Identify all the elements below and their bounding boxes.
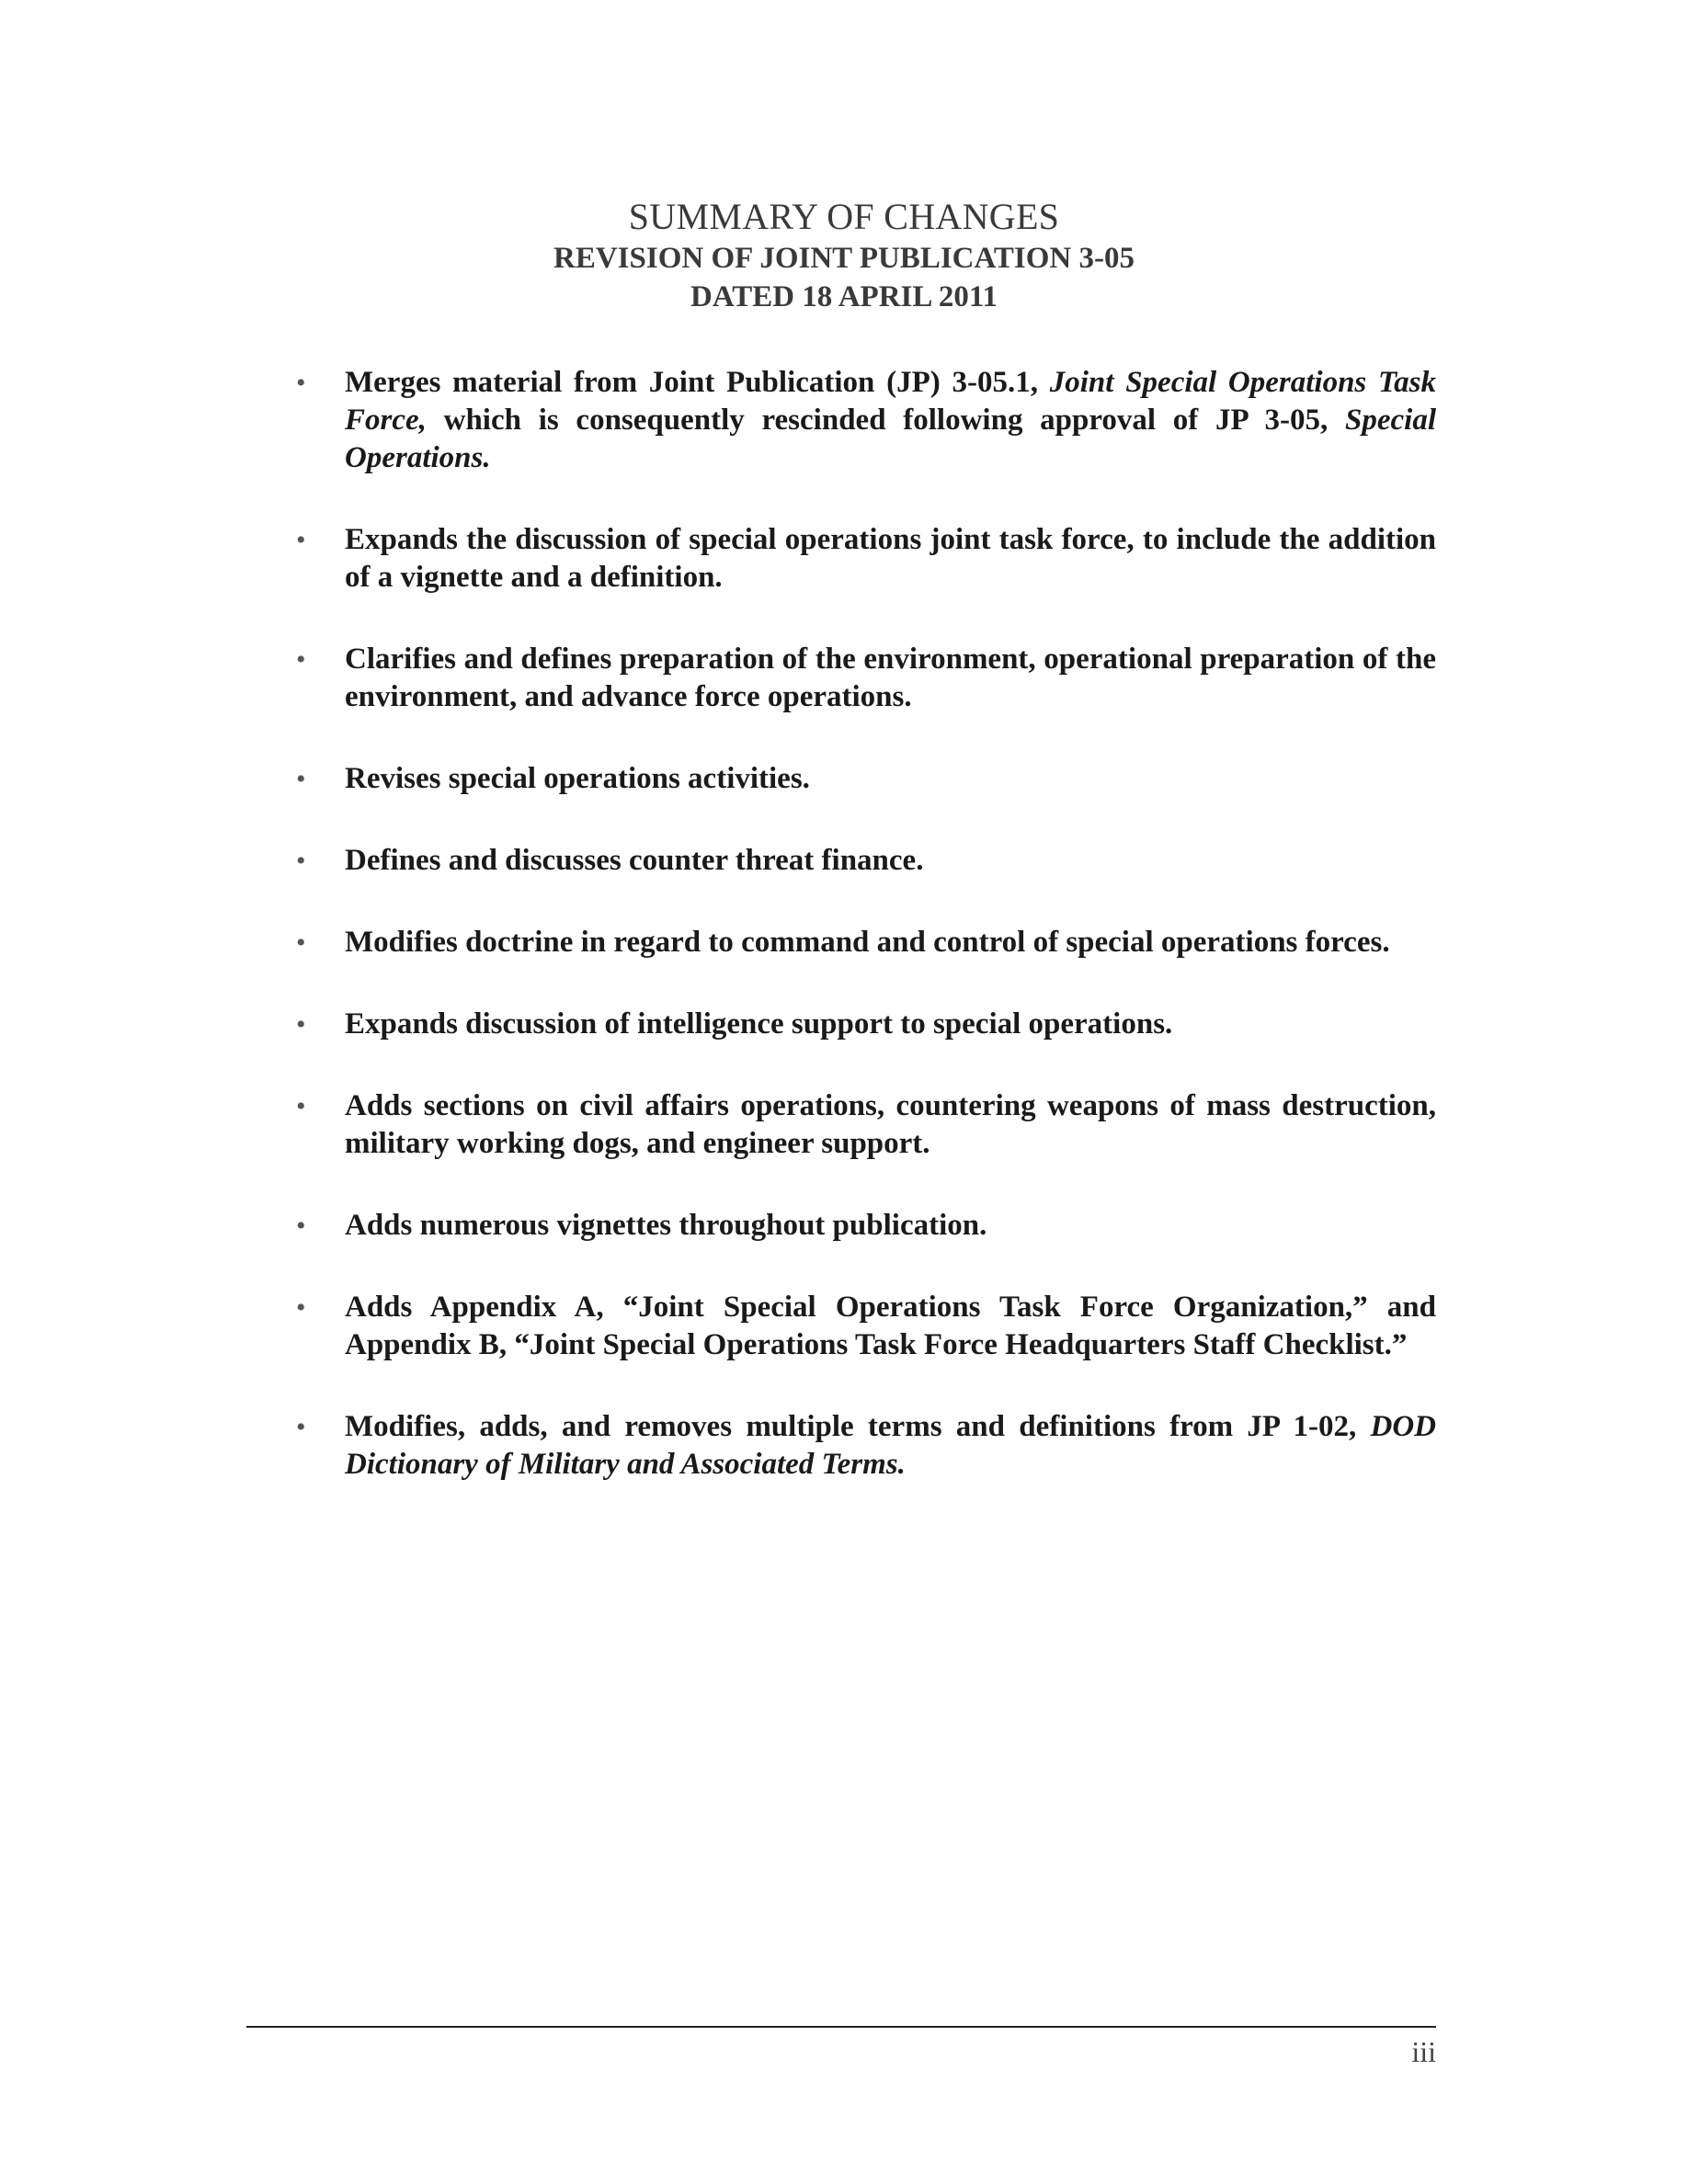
bullet-icon: •: [296, 1091, 306, 1121]
list-item: • Adds Appendix A, “Joint Special Operations Task Force Organization,” and Appendix B, “Joint Special Operations Task Force Headquarters Staff Checklist.”: [296, 1291, 1436, 1361]
list-item: • Adds numerous vignettes throughout publication.: [296, 1207, 1436, 1245]
list-item: • Modifies doctrine in regard to command and control of special operations forces.: [296, 924, 1436, 961]
list-item: • Merges material from Joint Publication (JP) 3-05.1, Joint Special Operations Task Force, which is consequently rescinded following approval of JP 3-05, Special Operations.: [296, 366, 1436, 474]
bullet-icon: •: [296, 368, 306, 398]
list-item: • Clarifies and defines preparation of the environment, operational preparation of the environment, and advance force operations.: [296, 643, 1436, 713]
footer-divider: [246, 2026, 1436, 2028]
revision-line: REVISION OF JOINT PUBLICATION 3-05: [553, 242, 1135, 275]
bullet-icon: •: [296, 1009, 306, 1040]
bullet-icon: •: [296, 525, 306, 555]
bullet-icon: •: [296, 1211, 306, 1241]
list-item: • Modifies, adds, and removes multiple terms and definitions from JP 1-02, DOD Dictionary of Military and Associated Terms.: [296, 1410, 1436, 1481]
page-title: SUMMARY OF CHANGES: [628, 196, 1060, 237]
list-item: • Expands discussion of intelligence support to special operations.: [296, 1006, 1436, 1043]
list-item: • Adds sections on civil affairs operations, countering weapons of mass destruction, military working dogs, and engineer support.: [296, 1089, 1436, 1160]
date-line: DATED 18 APRIL 2011: [690, 280, 998, 313]
page-header: [0, 195, 1688, 316]
bullet-icon: •: [296, 644, 306, 675]
bullet-icon: •: [296, 927, 306, 958]
list-item: • Revises special operations activities.: [296, 760, 1436, 798]
page-number: iii: [1411, 2035, 1436, 2068]
bullet-icon: •: [296, 1292, 306, 1323]
changes-list: [296, 364, 1436, 1528]
list-item: • Defines and discusses counter threat finance.: [296, 842, 1436, 880]
bullet-icon: •: [296, 1412, 306, 1442]
bullet-icon: •: [296, 846, 306, 876]
list-item: • Expands the discussion of special operations joint task force, to include the addition of a vignette and a definition.: [296, 523, 1436, 594]
bullet-icon: •: [296, 764, 306, 794]
